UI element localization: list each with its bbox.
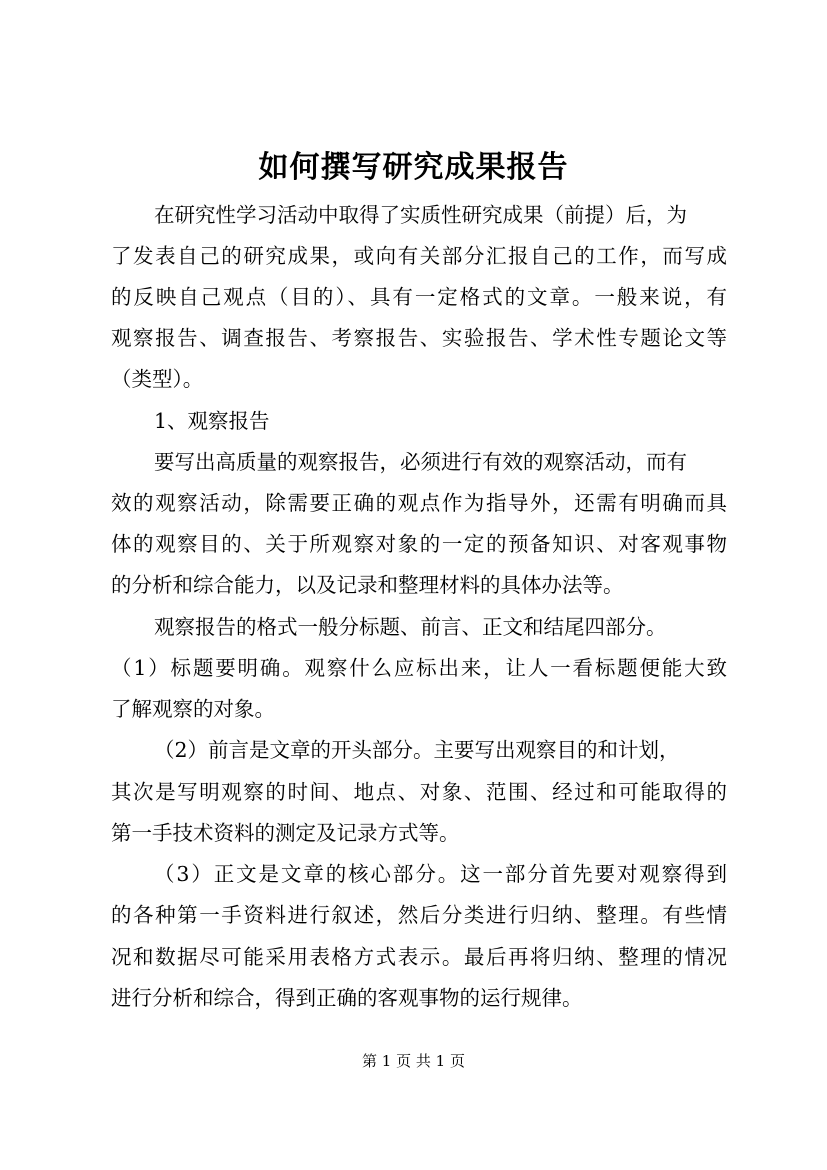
- section-heading: 1、观察报告: [154, 409, 270, 433]
- text-line: 其次是写明观察的时间、地点、对象、范围、经过和可能取得的: [111, 780, 727, 804]
- text-line: 体的观察目的、关于所观察对象的一定的预备知识、对客观事物: [111, 532, 727, 556]
- text-line: （1）标题要明确。观察什么应标出来，让人一看标题便能大致: [111, 656, 727, 680]
- document-title: 如何撰写研究成果报告: [258, 150, 569, 185]
- text-line: 况和数据尽可能采用表格方式表示。最后再将归纳、整理的情况: [111, 945, 727, 969]
- text-line: 第一手技术资料的测定及记录方式等。: [111, 821, 460, 845]
- text-line: 的反映自己观点（目的）、具有一定格式的文章。一般来说，有: [111, 285, 727, 309]
- text-line: 了解观察的对象。: [111, 697, 275, 721]
- text-line: 观察报告、调查报告、考察报告、实验报告、学术性专题论文等: [111, 326, 727, 350]
- text-line: 要写出高质量的观察报告，必须进行有效的观察活动，而有: [154, 450, 687, 474]
- text-line: （2）前言是文章的开头部分。主要写出观察目的和计划，: [154, 738, 680, 762]
- text-line: 观察报告的格式一般分标题、前言、正文和结尾四部分。: [154, 615, 667, 639]
- text-line: 效的观察活动，除需要正确的观点作为指导外，还需有明确而具: [111, 491, 727, 515]
- page-footer: 第 1 页 共 1 页: [362, 1052, 465, 1070]
- text-line: 在研究性学习活动中取得了实质性研究成果（前提）后，为: [154, 203, 687, 227]
- text-line: 进行分析和综合，得到正确的客观事物的运行规律。: [111, 986, 583, 1010]
- text-line: （3）正文是文章的核心部分。这一部分首先要对观察得到: [154, 862, 727, 886]
- text-line: 的分析和综合能力，以及记录和整理材料的具体办法等。: [111, 573, 624, 597]
- text-line: 了发表自己的研究成果，或向有关部分汇报自己的工作，而写成: [111, 244, 727, 268]
- text-line: （类型）。: [111, 367, 204, 391]
- text-line: 的各种第一手资料进行叙述，然后分类进行归纳、整理。有些情: [111, 903, 727, 927]
